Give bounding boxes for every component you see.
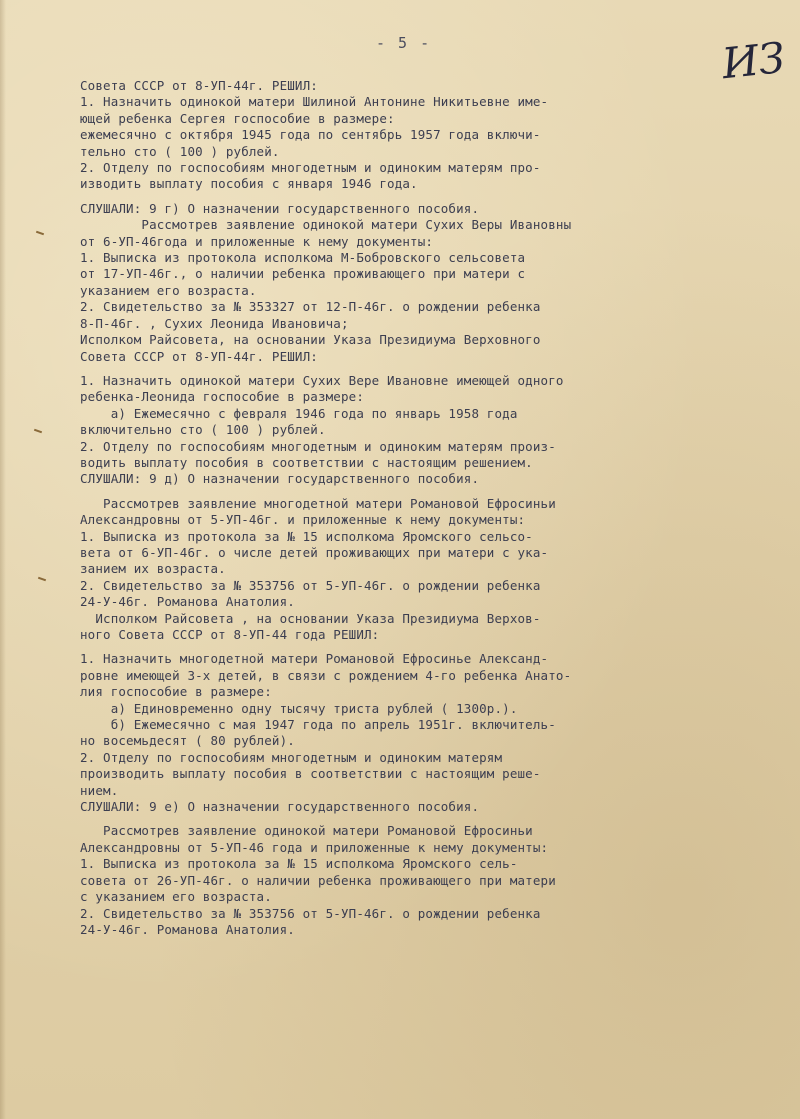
text-line: 1. Назначить одинокой матери Сухих Вере Ивановне имеющей одного — [80, 372, 564, 388]
text-line: с указанием его возраста. — [80, 889, 272, 905]
text-line: Совета СССР от 8-УП-44г. РЕШИЛ: — [80, 78, 318, 93]
text-line — [80, 815, 792, 823]
text-line: 2. Отделу по госпособиям многодетным и одиноким матерям — [80, 749, 503, 765]
text-line: тельно сто ( 100 ) рублей. — [80, 143, 280, 159]
text-line: Александровны от 5-УП-46г. и приложенные к нему документы: — [80, 512, 526, 528]
text-line: а) Ежемесячно с февраля 1946 года по январь 1958 года — [80, 405, 518, 421]
text-line: производить выплату пособия в соответствии с настоящим реше- — [80, 766, 541, 782]
typed-text-body — [80, 78, 792, 938]
text-line: изводить выплату пособия с января 1946 года. — [80, 176, 418, 192]
text-line: Совета СССР от 8-УП-44г. РЕШИЛ: — [80, 348, 318, 364]
text-line: водить выплату пособия в соответствии с настоящим решением. — [80, 454, 533, 470]
text-line: СЛУШАЛИ: 9 г) О назначении государственного пособия. — [80, 200, 480, 216]
text-line: нием. — [80, 782, 119, 798]
margin-tick-mark — [34, 429, 42, 434]
text-line: 1. Выписка из протокола за № 15 исполкома Яромского сельсо- — [80, 528, 533, 544]
text-line: 1. Назначить одинокой матери Шилиной Антонине Никитьевне име- — [80, 94, 549, 110]
text-line: лия госпособие в размере: — [80, 684, 272, 700]
text-line: ющей ребенка Сергея гоcпособие в размере: — [80, 110, 395, 126]
text-line: 1. Выписка из протокола исполкома М-Бобровского сельсовета — [80, 250, 526, 266]
text-line: 24-У-46г. Романова Анатолия. — [80, 594, 295, 610]
text-line: СЛУШАЛИ: 9 д) О назначении государственного пособия. — [80, 471, 480, 487]
text-line: Рассмотрев заявление многодетной матери Романовой Ефросиньи — [80, 495, 556, 511]
text-line: совета от 26-УП-46г. о наличии ребенка проживающего при матери — [80, 872, 556, 888]
margin-tick-mark — [36, 231, 44, 236]
text-line: 2. Свидетельство за № 353756 от 5-УП-46г. о рождении ребенка — [80, 905, 541, 921]
text-line: занием их возраста. — [80, 561, 226, 577]
text-line — [80, 193, 792, 201]
text-line: ребенка-Леонида госпособие в размере: — [80, 389, 364, 405]
text-line: Рассмотрев заявление одинокой матери Романовой Ефросиньи — [80, 823, 533, 839]
text-line: б) Ежемесячно с мая 1947 года по апрель 1951г. включитель- — [80, 717, 556, 733]
page-edge-shadow — [0, 0, 6, 1119]
page-number: - 5 - — [376, 34, 432, 52]
text-line: вета от 6-УП-46г. о числе детей проживающих при матери с ука- — [80, 544, 549, 560]
text-line: 2. Отделу по госпособиям многодетным и одиноким матерям про- — [80, 160, 541, 176]
margin-tick-mark — [38, 577, 46, 582]
text-line: а) Единовременно одну тысячу триста рублей ( 1300р.). — [80, 700, 518, 716]
text-line: СЛУШАЛИ: 9 е) О назначении государственного пособия. — [80, 799, 480, 815]
text-line: 1. Выписка из протокола за № 15 исполкома Яромского сель- — [80, 856, 518, 872]
text-line: ровне имеющей 3-х детей, в связи с рождением 4-го ребенка Анато- — [80, 667, 572, 683]
text-line: от 6-УП-46года и приложенные к нему документы: — [80, 233, 434, 249]
text-line: включительно сто ( 100 ) рублей. — [80, 422, 326, 438]
text-line: Исполком Райсовета , на основании Указа Президиума Верхов- — [80, 610, 541, 626]
text-line: 1. Назначить многодетной матери Романовой Ефросинье Александ- — [80, 651, 549, 667]
text-line: ежемесячно с октября 1945 года по сентябрь 1957 года включи- — [80, 127, 541, 143]
text-line: Рассмотрев заявление одинокой матери Сухих Веры Ивановны — [80, 217, 572, 233]
text-line: 2. Отделу по госпособиям многодетным и одиноким матерям произ- — [80, 438, 556, 454]
text-line: от 17-УП-46г., о наличии ребенка проживающего при матери с — [80, 266, 526, 282]
text-line: Исполком Райсовета, на основании Указа Президиума Верховного — [80, 332, 541, 348]
text-line: 24-У-46г. Романова Анатолия. — [80, 921, 295, 937]
text-line: 2. Свидетельство за № 353756 от 5-УП-46г. о рождении ребенка — [80, 577, 541, 593]
text-line: 2. Свидетельство за № 353327 от 12-П-46г. о рождении ребенка — [80, 299, 541, 315]
text-line — [80, 488, 792, 496]
text-line: 8-П-46г. , Сухих Леонида Ивановича; — [80, 315, 349, 331]
text-line — [80, 365, 792, 373]
text-line: указанием его возраста. — [80, 282, 257, 298]
text-line — [80, 643, 792, 651]
text-line: ного Совета СССР от 8-УП-44 года РЕШИЛ: — [80, 627, 380, 642]
text-line: но восемьдесят ( 80 рублей). — [80, 733, 295, 749]
text-line: Александровны от 5-УП-46 года и приложенные к нему документы: — [80, 839, 549, 855]
handwritten-archive-mark: ИЗ — [719, 32, 788, 89]
